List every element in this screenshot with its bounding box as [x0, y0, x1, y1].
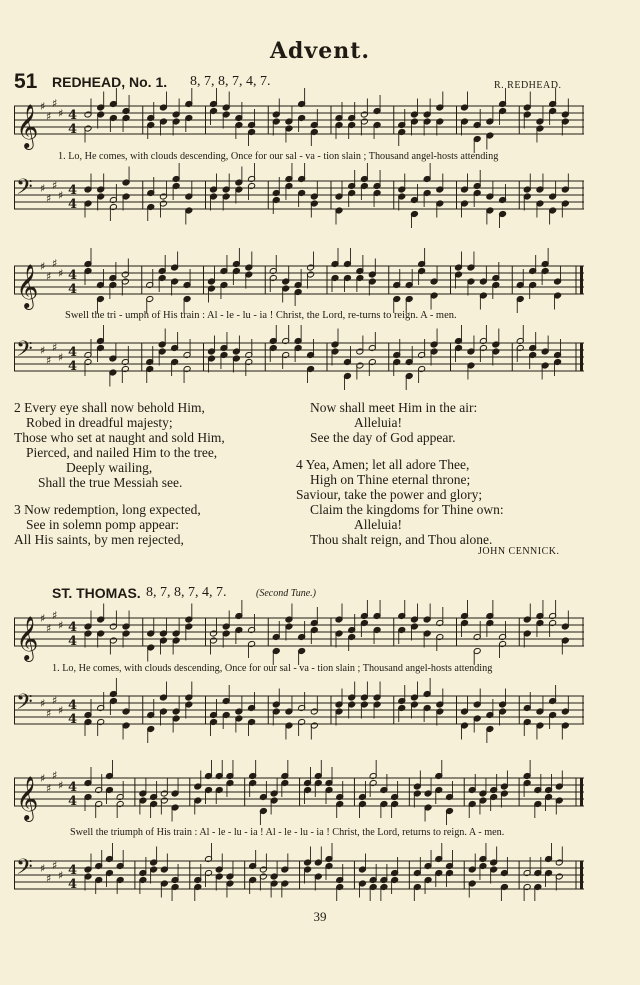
svg-text:♯: ♯ [52, 179, 58, 192]
svg-text:4: 4 [68, 794, 78, 809]
svg-text:♯: ♯ [40, 260, 46, 273]
tune-note: (Second Tune.) [256, 588, 316, 599]
svg-text:4: 4 [68, 620, 78, 635]
verse-line: 2 Every eye shall now behold Him, [14, 400, 205, 415]
verse-line: High on Thine eternal throne; [310, 472, 471, 487]
svg-text:♯: ♯ [46, 354, 52, 367]
svg-text:♯: ♯ [52, 97, 58, 110]
bass-staff [14, 175, 584, 219]
treble-staff [14, 769, 584, 820]
svg-text:♯: ♯ [46, 707, 52, 720]
svg-text:4: 4 [68, 359, 78, 374]
bass-staff [14, 690, 584, 734]
svg-text:♯: ♯ [58, 267, 64, 280]
verse-line: 4 Yea, Amen; let all adore Thee, [296, 457, 470, 472]
page-number: 39 [313, 909, 327, 924]
svg-text:♯: ♯ [58, 619, 64, 632]
bass-staff [14, 855, 584, 899]
svg-text:4: 4 [68, 877, 78, 892]
treble-staff [14, 97, 584, 148]
tune-name: ST. THOMAS. [52, 585, 141, 601]
svg-text:4: 4 [68, 863, 78, 878]
svg-text:𝄢: 𝄢 [16, 337, 33, 367]
meter: 8, 7, 8, 7, 4, 7. [190, 74, 271, 89]
svg-text:4: 4 [68, 122, 78, 137]
svg-text:♯: ♯ [46, 192, 52, 205]
svg-text:♯: ♯ [52, 859, 58, 872]
svg-text:♯: ♯ [58, 704, 64, 717]
svg-text:♯: ♯ [40, 100, 46, 113]
svg-text:𝄞: 𝄞 [16, 776, 39, 820]
svg-text:4: 4 [68, 183, 78, 198]
verse-line: Shall the true Messiah see. [38, 475, 183, 490]
svg-text:♯: ♯ [46, 782, 52, 795]
svg-text:♯: ♯ [52, 694, 58, 707]
svg-text:♯: ♯ [52, 341, 58, 354]
svg-text:♯: ♯ [58, 107, 64, 120]
verse-line: Robed in dreadful majesty; [26, 415, 173, 430]
svg-text:♯: ♯ [52, 769, 58, 782]
treble-staff [14, 257, 584, 308]
svg-text:𝄢: 𝄢 [16, 855, 33, 885]
svg-text:4: 4 [68, 634, 78, 649]
svg-text:4: 4 [68, 108, 78, 123]
verse-line: Alleluia! [354, 517, 402, 532]
section-title: Advent. [269, 38, 371, 64]
verse-line: All His saints, by men rejected, [14, 532, 184, 547]
bass-staff [14, 337, 584, 381]
svg-text:♯: ♯ [58, 869, 64, 882]
hymn-author: JOHN CENNICK. [478, 546, 560, 557]
verses-right-column [296, 400, 596, 547]
verse-line: Claim the kingdoms for Thine own: [310, 502, 504, 517]
meter: 8, 7, 8, 7, 4, 7. [146, 585, 227, 600]
svg-text:𝄢: 𝄢 [16, 175, 33, 205]
composer: R. REDHEAD. [494, 80, 562, 91]
verse-line: Thou shalt reign, and Thou alone. [310, 532, 493, 547]
lyric-line: Swell the tri - umph of His train : Al - le - lu - ia ! Christ, the Lord, re-turns to reign. A - men. [65, 310, 457, 321]
svg-text:♯: ♯ [40, 612, 46, 625]
lyric-line: 1. Lo, He comes, with clouds descending, Once for our sal - va - tion slain ; Thousand angel-hosts attending [52, 663, 493, 674]
svg-text:4: 4 [68, 282, 78, 297]
lyric-line: 1. Lo, He comes, with clouds descending, Once for our sal - va - tion slain ; Thousand angel-hosts attending [58, 151, 499, 162]
svg-text:♯: ♯ [46, 270, 52, 283]
verse-line: 3 Now redemption, long expected, [14, 502, 201, 517]
verse-line: Pierced, and nailed Him to the tree, [26, 445, 218, 460]
svg-text:𝄢: 𝄢 [16, 690, 33, 720]
svg-text:♯: ♯ [40, 772, 46, 785]
svg-text:♯: ♯ [46, 622, 52, 635]
lyric-line: Swell the triumph of His train : Al - le - lu - ia ! Al - le - lu - ia ! Christ, the Lord, returns to reign. A - men. [70, 827, 505, 838]
svg-text:4: 4 [68, 268, 78, 283]
svg-text:𝄞: 𝄞 [16, 616, 39, 660]
svg-text:♯: ♯ [58, 351, 64, 364]
svg-text:♯: ♯ [58, 779, 64, 792]
svg-text:♯: ♯ [40, 697, 46, 710]
svg-text:♯: ♯ [52, 257, 58, 270]
verse-line: See the day of God appear. [310, 430, 456, 445]
verse-line: See in solemn pomp appear: [26, 517, 179, 532]
svg-text:♯: ♯ [52, 609, 58, 622]
tune-name: REDHEAD, No. 1. [52, 74, 168, 90]
svg-text:4: 4 [68, 780, 78, 795]
svg-text:♯: ♯ [40, 344, 46, 357]
svg-text:♯: ♯ [40, 862, 46, 875]
svg-text:♯: ♯ [58, 189, 64, 202]
verse-line: Alleluia! [354, 415, 402, 430]
treble-staff [14, 609, 584, 660]
svg-text:4: 4 [68, 345, 78, 360]
svg-text:♯: ♯ [46, 110, 52, 123]
svg-text:𝄞: 𝄞 [16, 104, 39, 148]
verse-line: Now shall meet Him in the air: [310, 400, 478, 415]
svg-text:♯: ♯ [40, 182, 46, 195]
verse-line: Deeply wailing, [66, 460, 153, 475]
svg-text:𝄞: 𝄞 [16, 264, 39, 308]
hymn-number: 51 [14, 70, 38, 93]
svg-text:4: 4 [68, 197, 78, 212]
verse-line: Saviour, take the power and glory; [296, 487, 483, 502]
svg-text:4: 4 [68, 712, 78, 727]
svg-text:4: 4 [68, 698, 78, 713]
verses-left-column [14, 400, 304, 547]
svg-text:♯: ♯ [46, 872, 52, 885]
verse-line: Those who set at naught and sold Him, [14, 430, 225, 445]
